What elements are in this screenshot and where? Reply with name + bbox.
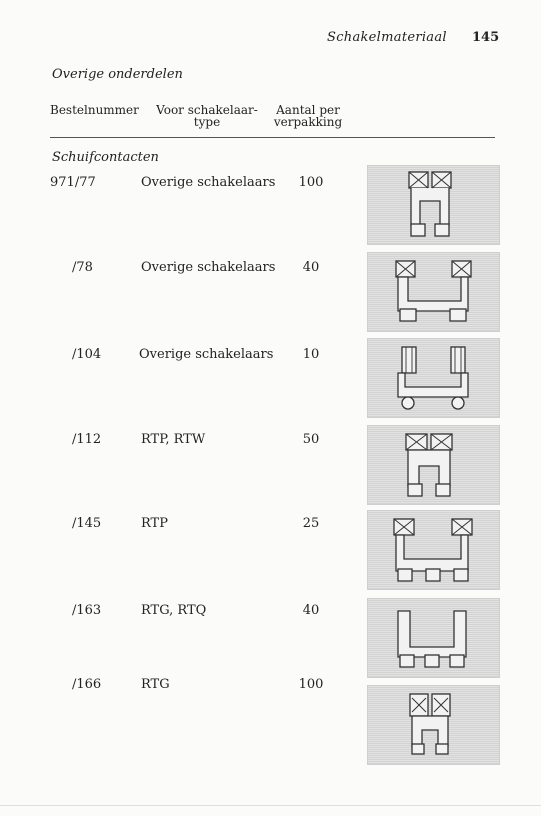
sliding-contact-photo-5 bbox=[367, 510, 500, 590]
sliding-contact-photo-6 bbox=[367, 598, 500, 678]
sliding-contact-narrow-icon bbox=[368, 166, 499, 244]
page-bottom-edge bbox=[0, 805, 541, 806]
row-3-number: /104 bbox=[72, 347, 102, 362]
sliding-contact-photo-3 bbox=[367, 338, 500, 418]
sliding-contact-narrow-square-icon bbox=[368, 426, 499, 504]
row-5-type: RTP bbox=[141, 516, 168, 531]
row-6-type: RTG, RTQ bbox=[141, 603, 207, 618]
running-header-title: Schakelmateriaal bbox=[327, 30, 447, 45]
sliding-contact-photo-1 bbox=[367, 165, 500, 245]
sliding-contact-photo-7 bbox=[367, 685, 500, 765]
row-4-quantity: 50 bbox=[302, 432, 320, 447]
sliding-contact-photo-4 bbox=[367, 425, 500, 505]
sliding-contact-open-triple-foot-icon bbox=[368, 599, 499, 677]
row-2-number: /78 bbox=[72, 260, 93, 275]
sliding-contact-long-arms-icon bbox=[368, 339, 499, 417]
header-rule bbox=[50, 137, 495, 138]
row-6-quantity: 40 bbox=[302, 603, 320, 618]
column-header-order-number: Bestelnummer bbox=[50, 103, 139, 117]
subsection-title: Schuifcontacten bbox=[52, 150, 159, 165]
row-4-number: /112 bbox=[72, 432, 102, 447]
row-7-quantity: 100 bbox=[298, 677, 324, 692]
row-3-type: Overige schakelaars bbox=[139, 347, 274, 362]
row-1-quantity: 100 bbox=[298, 175, 324, 190]
row-3-quantity: 10 bbox=[302, 347, 320, 362]
page-number: 145 bbox=[472, 30, 500, 45]
sliding-contact-wide-triple-foot-icon bbox=[368, 511, 499, 589]
sliding-contact-narrow-cross-icon bbox=[368, 686, 499, 764]
row-2-type: Overige schakelaars bbox=[141, 260, 276, 275]
column-header-switch-type-line2: type bbox=[193, 115, 221, 129]
row-1-type: Overige schakelaars bbox=[141, 175, 276, 190]
column-header-switch-type bbox=[153, 104, 261, 128]
column-header-quantity bbox=[273, 104, 343, 128]
sliding-contact-photo-2 bbox=[367, 252, 500, 332]
section-title: Overige onderdelen bbox=[52, 67, 183, 82]
column-header-switch-type-line1: Voor schakelaar- bbox=[156, 103, 258, 117]
row-1-number: 971/77 bbox=[50, 175, 96, 190]
row-5-number: /145 bbox=[72, 516, 102, 531]
row-7-number: /166 bbox=[72, 677, 102, 692]
row-6-number: /163 bbox=[72, 603, 102, 618]
row-7-type: RTG bbox=[141, 677, 170, 692]
row-2-quantity: 40 bbox=[302, 260, 320, 275]
row-4-type: RTP, RTW bbox=[141, 432, 206, 447]
sliding-contact-wide-icon bbox=[368, 253, 499, 331]
row-5-quantity: 25 bbox=[302, 516, 320, 531]
column-header-quantity-line2: verpakking bbox=[273, 115, 343, 129]
column-header-quantity-line1: Aantal per bbox=[276, 103, 340, 117]
